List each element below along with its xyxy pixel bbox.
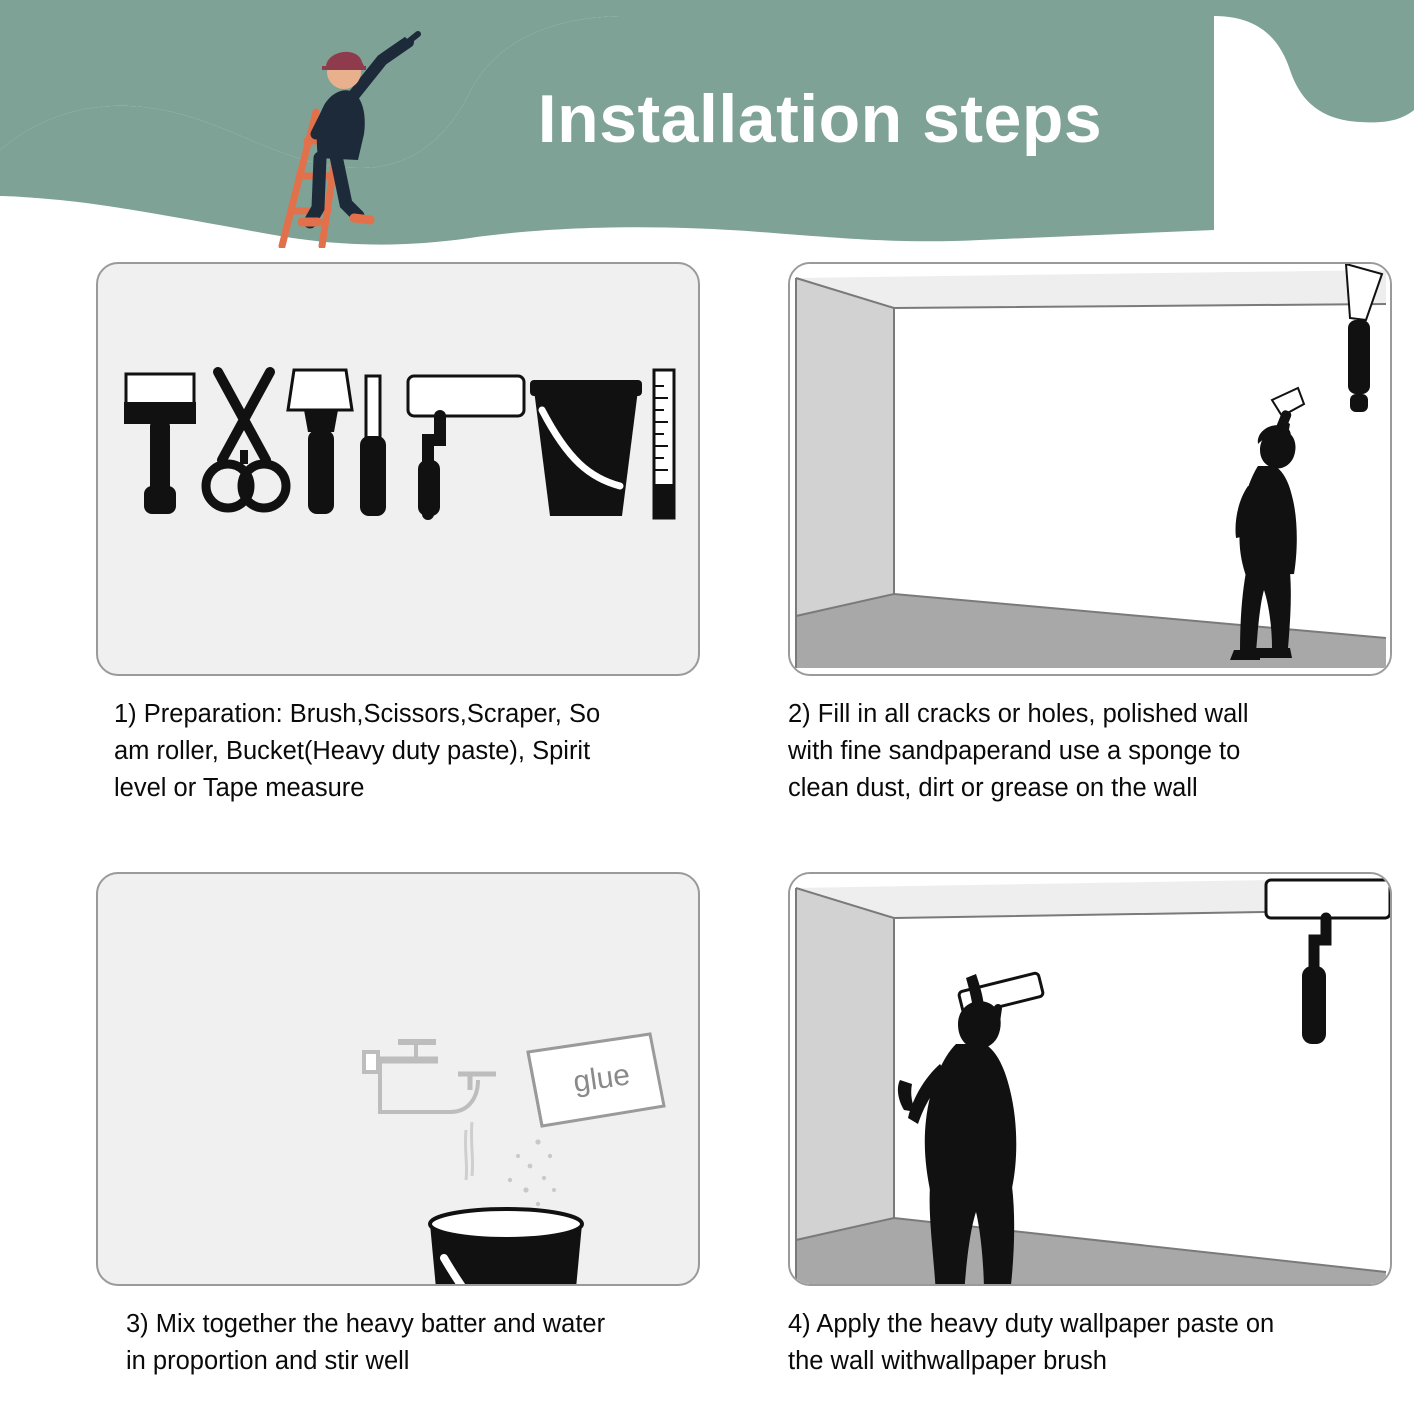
paint-roller-icon xyxy=(408,376,524,516)
step-2-caption xyxy=(788,696,1388,808)
glue-water-bucket-illustration xyxy=(98,874,698,1286)
step-4-caption xyxy=(788,1306,1388,1380)
step-2-image-panel xyxy=(788,262,1392,676)
painter-on-ladder-icon xyxy=(258,8,488,248)
water-stream xyxy=(465,1122,472,1180)
glue-packet-label: glue xyxy=(571,1058,633,1099)
step-3-image-panel xyxy=(96,872,700,1286)
step-1-line-2: am roller, Bucket(Heavy duty paste), Spirit xyxy=(114,737,591,766)
step-3-cell xyxy=(96,872,696,1380)
step-2-cell xyxy=(788,262,1388,808)
person-scraping-wall-illustration xyxy=(790,264,1390,674)
faucet-icon xyxy=(370,1042,496,1112)
brush-icon xyxy=(124,374,196,514)
scraper-icon xyxy=(288,370,352,514)
page-title: Installation steps xyxy=(537,81,1103,157)
step-3-caption xyxy=(96,1306,696,1380)
scissors-icon xyxy=(206,372,286,508)
utility-knife-icon xyxy=(360,376,386,516)
tools-illustration xyxy=(98,264,698,674)
glue-packet xyxy=(528,1034,664,1126)
step-1-caption xyxy=(96,696,696,808)
bucket-icon xyxy=(530,380,642,516)
step-2-line-1: 2) Fill in all cracks or holes, polished wall xyxy=(788,700,1249,728)
step-2-line-3: clean dust, dirt or grease on the wall xyxy=(788,774,1198,803)
step-3-line-2: in proportion and stir well xyxy=(126,1347,410,1376)
spirit-level-icon xyxy=(654,370,674,518)
step-4-line-2: the wall withwallpaper brush xyxy=(788,1347,1107,1376)
step-4-image-panel xyxy=(788,872,1392,1286)
step-4-line-1: 4) Apply the heavy duty wallpaper paste on xyxy=(788,1310,1275,1338)
bucket-icon xyxy=(430,1209,582,1286)
person-rolling-paste-illustration xyxy=(790,874,1390,1286)
step-1-line-1: 1) Preparation: Brush,Scissors,Scraper, So xyxy=(114,700,601,728)
step-3-line-1: 3) Mix together the heavy batter and water xyxy=(126,1310,606,1338)
step-1-image-panel xyxy=(96,262,700,676)
step-4-cell xyxy=(788,872,1388,1380)
step-1-line-3: level or Tape measure xyxy=(114,774,365,803)
step-2-line-2: with fine sandpaperand use a sponge to xyxy=(788,737,1241,766)
faucet-base xyxy=(364,1052,378,1072)
page-header xyxy=(0,0,1414,262)
step-1-cell xyxy=(96,262,696,808)
